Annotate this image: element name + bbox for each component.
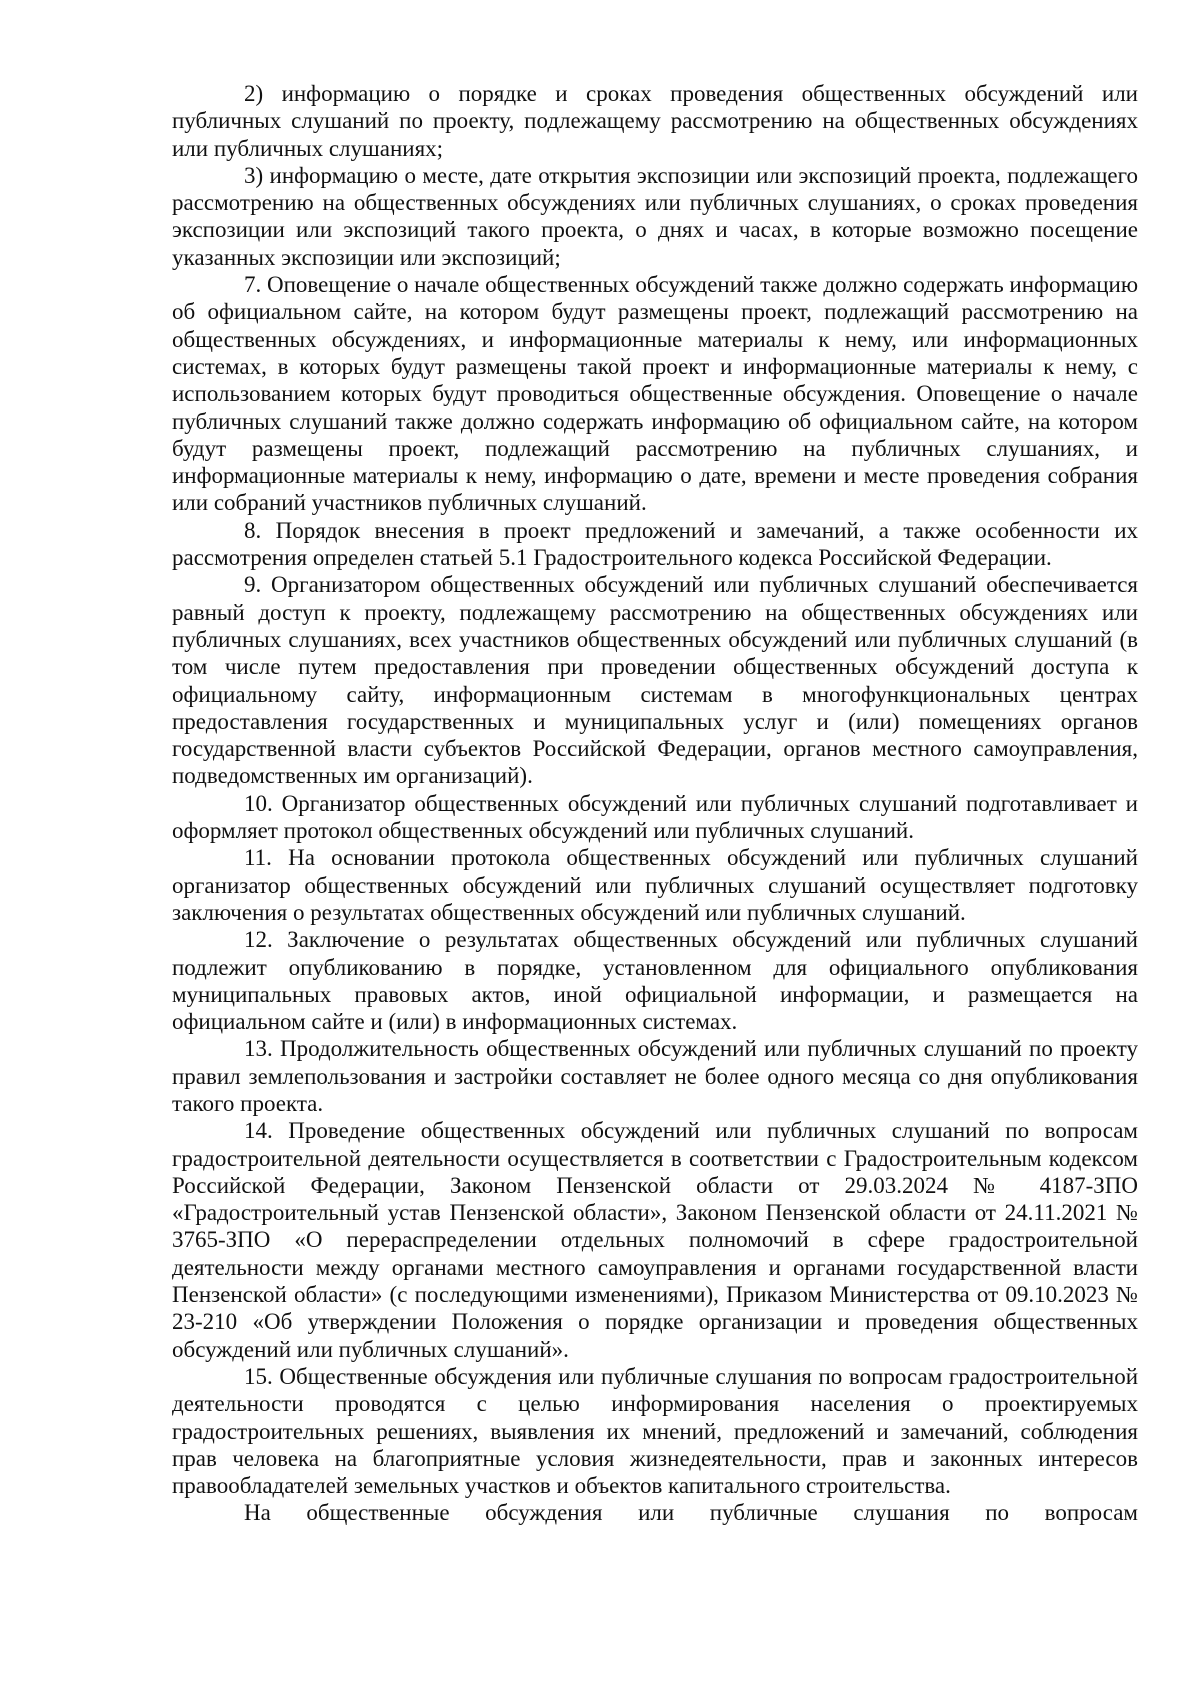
paragraph-13: 13. Продолжительность общественных обсуждений или публичных слушаний по проекту правил землепользования и застройки составляет не более одного месяца со дня опубликования такого проекта. [172, 1036, 1138, 1116]
paragraph-15: 15. Общественные обсуждения или публичные слушания по вопросам градостроительной деятельности проводятся с целью информирования населения о проектируемых градостроительных решениях, выявления их мнений, предложений и замечаний, соблюдения прав человека на благоприятные условия жизнедеятельности, прав и законных интересов правообладателей земельных участков и объектов капитального строительства. [172, 1363, 1138, 1499]
paragraph-11: 11. На основании протокола общественных обсуждений или публичных слушаний организатор общественных обсуждений или публичных слушаний осуществляет подготовку заключения о результатах общественных обсуждений или публичных слушаний. [172, 845, 1138, 925]
document-page [172, 80, 1138, 1527]
paragraph-8: 8. Порядок внесения в проект предложений и замечаний, а также особенности их рассмотрения определен статьей 5.1 Градостроительного кодекса Российской Федерации. [172, 517, 1138, 571]
paragraph-continued: На общественные обсуждения или публичные слушания по вопросам [244, 1500, 1138, 1526]
paragraph-10: 10. Организатор общественных обсуждений или публичных слушаний подготавливает и оформляет протокол общественных обсуждений или публичных слушаний. [172, 790, 1138, 844]
paragraph-item-2: 2) информацию о порядке и сроках проведения общественных обсуждений или публичных слушаний по проекту, подлежащему рассмотрению на общественных обсуждениях или публичных слушаниях; [172, 81, 1138, 161]
paragraph-9: 9. Организатором общественных обсуждений или публичных слушаний обеспечивается равный доступ к проекту, подлежащему рассмотрению на общественных обсуждениях или публичных слушаниях, всех участников общественных обсуждений или публичных слушаний (в том числе путем предоставления при проведении общественных обсуждений доступа к официальному сайту, информационным системам в многофункциональных центрах предоставления государственных и муниципальных услуг и (или) помещениях органов государственной власти субъектов Российской Федерации, органов местного самоуправления, подведомственных им организаций). [172, 572, 1138, 789]
paragraph-12: 12. Заключение о результатах общественных обсуждений или публичных слушаний подлежит опубликованию в порядке, установленном для официального опубликования муниципальных правовых актов, иной официальной информации, и размещается на официальном сайте и (или) в информационных системах. [172, 927, 1138, 1035]
paragraph-7: 7. Оповещение о начале общественных обсуждений также должно содержать информацию об официальном сайте, на котором будут размещены проект, подлежащий рассмотрению на общественных обсуждениях, и информационные материалы к нему, или информационных системах, в которых будут размещены такой проект и информационные материалы к нему, с использованием которых будут проводиться общественные обсуждения. Оповещение о начале публичных слушаний также должно содержать информацию об официальном сайте, на котором будут размещены проект, подлежащий рассмотрению на публичных слушаниях, и информационные материалы к нему, информацию о дате, времени и месте проведения собрания или собраний участников публичных слушаний. [172, 272, 1139, 516]
paragraph-item-3: 3) информацию о месте, дате открытия экспозиции или экспозиций проекта, подлежащего рассмотрению на общественных обсуждениях или публичных слушаниях, о сроках проведения экспозиции или экспозиций такого проекта, о днях и часах, в которые возможно посещение указанных экспозиции или экспозиций; [172, 162, 1138, 270]
paragraph-14: 14. Проведение общественных обсуждений или публичных слушаний по вопросам градостроительной деятельности осуществляется в соответствии с Градостроительным кодексом Российской Федерации, Законом Пензенской области от 29.03.2024 № 4187-ЗПО «Градостроительный устав Пензенской области», Законом Пензенской области от 24.11.2021 № 3765-ЗПО «О перераспределении отдельных полномочий в сфере градостроительной деятельности между органами местного самоуправления и органами государственной власти Пензенской области» (с последующими изменениями), Приказом Министерства от 09.10.2023 № 23-210 «Об утверждении Положения о порядке организации и проведения общественных обсуждений или публичных слушаний». [172, 1118, 1138, 1362]
